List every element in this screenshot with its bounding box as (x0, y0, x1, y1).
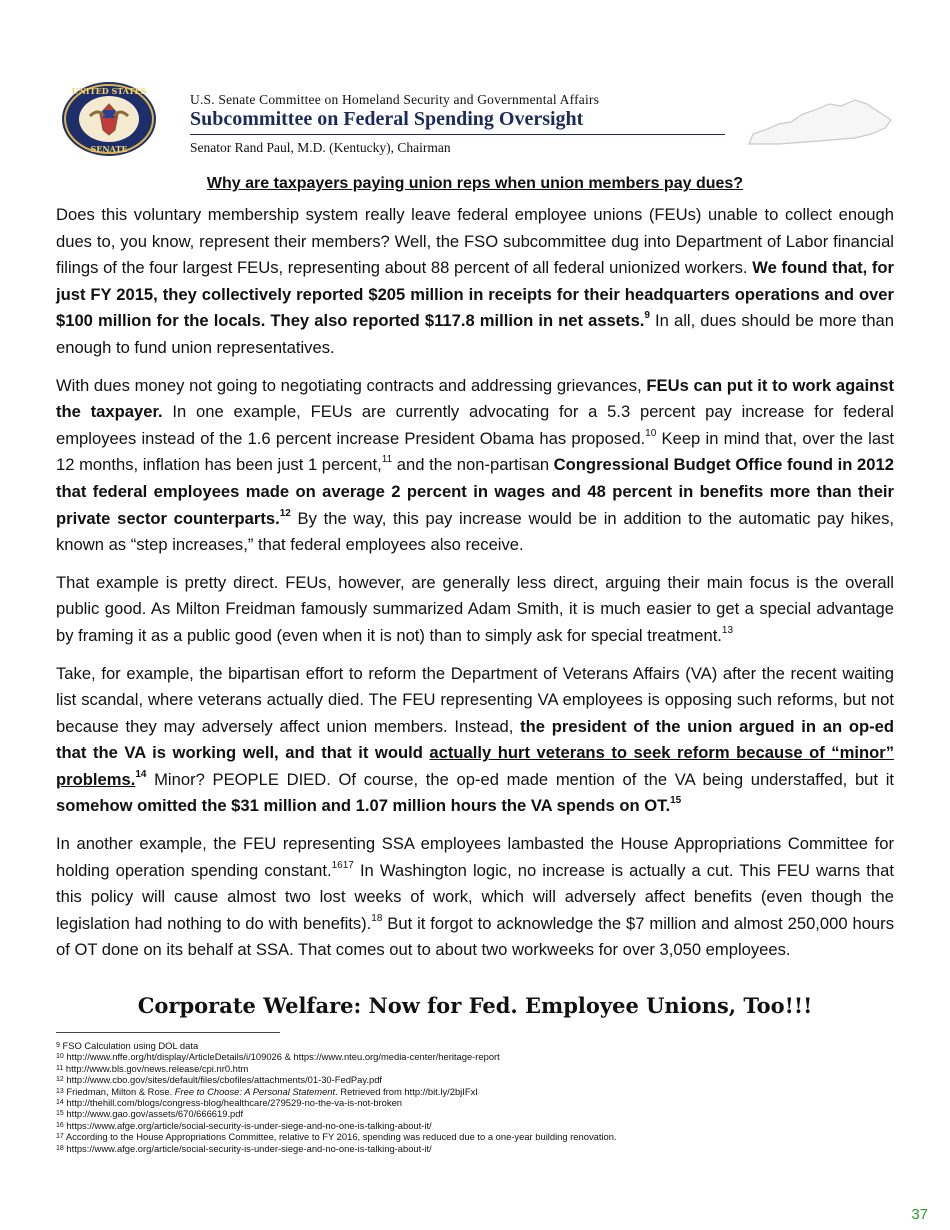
letterhead-rule (190, 134, 725, 135)
footnote-item: $^{13}$ Friedman, Milton & Rose. Free to Choose: A Personal Statement. Retrieved from http://bit.ly/2bjIFxI (56, 1085, 478, 1097)
subcommittee-name: Subcommittee on Federal Spending Oversight (190, 108, 584, 130)
footnote-item: $^{10}$ http://www.nffe.org/ht/display/ArticleDetails/i/109026 & https://www.nteu.org/media-center/heritage-report (56, 1051, 500, 1063)
footnote-ref: 12 (279, 507, 291, 519)
footnote-ref: 14 (135, 768, 147, 780)
paragraph-4: Take, for example, the bipartisan effort to reform the Department of Veterans Affairs (VA) after the recent waiting list scandal, where veterans actually died. The FEU representing VA employees is opposing such reforms, but not because they may adversely affect union members. Instead, the president of the union argued in an op-ed that the VA is working well, and that it would actually hurt veterans to seek reform because of “minor” problems.$^{14}$ Minor? PEOPLE DIED. Of course, the op-ed made mention of the VA being understaffed, but it somehow omitted the $31 million and 1.07 million hours the VA spends on OT.$^{15}$ (56, 663, 894, 816)
body-text (56, 202, 894, 974)
footnotes (56, 1040, 896, 1154)
chairman-line: Senator Rand Paul, M.D. (Kentucky), Chairman (190, 140, 451, 155)
seal-bottom-text: SENATE (90, 144, 128, 154)
kentucky-map-icon (745, 94, 895, 150)
committee-name: U.S. Senate Committee on Homeland Security and Governmental Affairs (190, 92, 600, 107)
footnote-item: $^{14}$ http://thehill.com/blogs/congress-blog/healthcare/279529-no-the-va-is-not-broken (56, 1097, 403, 1109)
footnote-item: $^9$ FSO Calculation using DOL data (56, 1040, 199, 1051)
paragraph-5: In another example, the FEU representing SSA employees lambasted the House Appropriations Committee for holding operation spending constant.$^{1617}$ In Washington logic, no increase is actually a cut. This FEU warns that this policy will cause almost two lost weeks of work, which will adversely affect benefits (even though the legislation had nothing to do with benefits).$^{18}$ But it forgot to acknowledge the $7 million and almost 250,000 hours of OT done on its behalf at SSA. That comes out to about two workweeks for over 3,050 employees. (56, 834, 894, 960)
seal-top-text: UNITED STATES (71, 86, 147, 96)
letterhead (60, 78, 900, 160)
footnote-ref: 11 (381, 454, 393, 466)
footnote-ref: 18 (371, 912, 383, 924)
footnote-item: $^{11}$ http://www.bls.gov/news.release/cpi.nr0.htm (56, 1062, 249, 1074)
footnote-item: $^{18}$ https://www.afge.org/article/social-security-is-under-siege-and-no-one-is-talking-about-it/ (56, 1142, 432, 1154)
page-title: Why are taxpayers paying union reps when union members pay dues? (206, 175, 744, 192)
footnote-ref: 15 (670, 795, 682, 807)
section-heading: Corporate Welfare: Now for Fed. Employee Unions, Too!!! (137, 993, 813, 1018)
letterhead-text (190, 92, 730, 156)
footnote-item: $^{15}$ http://www.gao.gov/assets/670/666619.pdf (56, 1108, 244, 1120)
page-number: 37 (911, 1206, 928, 1223)
paragraph-1: Does this voluntary membership system really leave federal employee unions (FEUs) unable to collect enough dues to, you know, represent their members? Well, the FSO subcommittee dug into Department of Labor financial filings of the four largest FEUs, representing about 88 percent of all federal unionized workers. We found that, for just FY 2015, they collectively reported $205 million in receipts for their headquarters operations and over $100 million for the locals. They also reported $117.8 million in net assets.$^9$ In all, dues should be more than enough to fund union representatives. (56, 205, 895, 357)
footnote-item: $^{16}$ https://www.afge.org/article/social-security-is-under-siege-and-no-one-is-talking-about-it/ (56, 1119, 432, 1131)
senate-seal-icon (60, 80, 158, 158)
paragraph-2: With dues money not going to negotiating contracts and addressing grievances, FEUs can put it to work against the taxpayer. In one example, FEUs are currently advocating for a 5.3 percent pay increase for federal employees instead of the 1.6 percent increase President Obama has proposed.$^{10}$ Keep in mind that, over the last 12 months, inflation has been just 1 percent,$^{11}$ and the non-partisan Congressional Budget Office found in 2012 that federal employees made on average 2 percent in wages and 48 percent in benefits more than their private sector counterparts.$^{12}$ By the way, this pay increase would be in addition to the automatic pay hikes, known as “step increases,” that federal employees also receive. (56, 375, 895, 555)
footnote-item: $^{12}$ http://www.cbo.gov/sites/default/files/cbofiles/attachments/01-30-FedPay.pdf (56, 1074, 383, 1086)
footnote-ref: 13 (721, 624, 734, 636)
footnote-ref: 10 (645, 427, 657, 439)
footnote-divider (56, 1032, 280, 1033)
footnote-ref: 9 (644, 310, 650, 322)
paragraph-3: That example is pretty direct. FEUs, however, are generally less direct, arguing their main focus is the overall public good. As Milton Freidman famously summarized Adam Smith, it is much easier to get a special advantage by framing it as a public good (even when it is not) than to simply ask for special treatment.$^{13}$ (56, 572, 894, 645)
footnote-ref: 1617 (331, 859, 354, 871)
footnote-item: $^{17}$ According to the House Appropriations Committee, relative to FY 2016, spending was reduced due to a one-year building renovation. (56, 1131, 617, 1143)
